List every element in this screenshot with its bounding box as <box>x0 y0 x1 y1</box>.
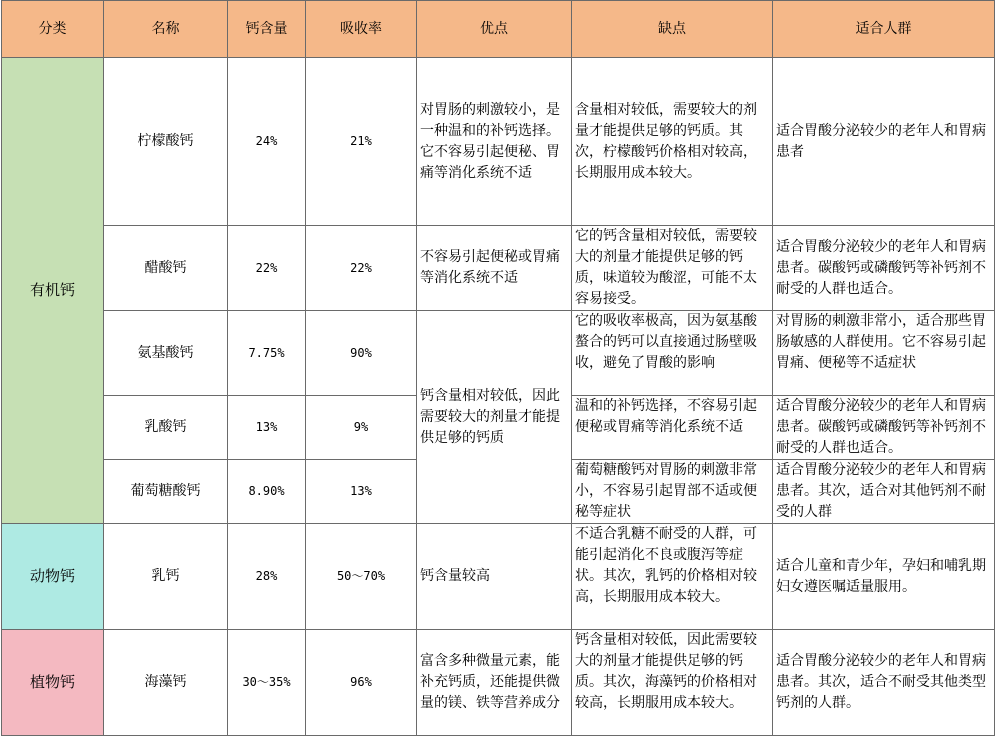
pros-cell-shared: 钙含量相对较低，因此需要较大的剂量才能提供足够的钙质 <box>417 311 572 524</box>
suitable-text: 适合胃酸分泌较少的老年人和胃病患者。碳酸钙或磷酸钙等补钙剂不耐受的人群也适合。 <box>776 398 986 456</box>
table-row <box>2 58 995 226</box>
header-name: 名称 <box>104 1 228 58</box>
category-cell-animal: 动物钙 <box>2 524 104 630</box>
absorption-cell: 9% <box>306 396 417 460</box>
name-cell: 醋酸钙 <box>104 226 228 311</box>
cons-text: 钙含量相对较低，因此需要较大的剂量才能提供足够的钙质。其次，海藻钙的价格相对较高，长期服用成本较大。 <box>575 632 757 711</box>
suitable-cell: 适合胃酸分泌较少的老年人和胃病患者。碳酸钙或磷酸钙等补钙剂不耐受的人群也适合。 <box>773 226 995 311</box>
cons-cell <box>572 396 773 460</box>
cons-cell <box>572 524 773 630</box>
name-cell: 氨基酸钙 <box>104 311 228 396</box>
suitable-text: 适合胃酸分泌较少的老年人和胃病患者。其次，适合对其他钙剂不耐受的人群 <box>776 462 986 520</box>
table-row <box>2 226 995 311</box>
suitable-cell <box>773 311 995 396</box>
absorption-cell: 13% <box>306 460 417 524</box>
cons-text: 它的吸收率极高，因为氨基酸螯合的钙可以直接通过肠壁吸收，避免了胃酸的影响 <box>575 313 757 371</box>
name-cell: 柠檬酸钙 <box>104 58 228 226</box>
name-cell: 乳酸钙 <box>104 396 228 460</box>
content-cell: 8.90% <box>228 460 306 524</box>
content-cell: 28% <box>228 524 306 630</box>
absorption-cell: 22% <box>306 226 417 311</box>
suitable-cell <box>773 396 995 460</box>
table-row <box>2 524 995 630</box>
header-category: 分类 <box>2 1 104 58</box>
cons-text: 温和的补钙选择，不容易引起便秘或胃痛等消化系统不适 <box>575 398 757 435</box>
calcium-comparison-table <box>1 0 995 736</box>
absorption-cell: 21% <box>306 58 417 226</box>
name-cell: 葡萄糖酸钙 <box>104 460 228 524</box>
suitable-text: 对胃肠的刺激非常小，适合那些胃肠敏感的人群使用。它不容易引起胃痛、便秘等不适症状 <box>776 313 986 371</box>
cons-cell: 含量相对较低，需要较大的剂量才能提供足够的钙质。其次，柠檬酸钙价格相对较高，长期服用成本较大。 <box>572 58 773 226</box>
table-row <box>2 311 995 396</box>
header-cons: 缺点 <box>572 1 773 58</box>
cons-cell: 它的钙含量相对较低，需要较大的剂量才能提供足够的钙质，味道较为酸涩，可能不太容易接受。 <box>572 226 773 311</box>
suitable-cell: 适合胃酸分泌较少的老年人和胃病患者。其次，适合不耐受其他类型钙剂的人群。 <box>773 630 995 736</box>
table-row <box>2 630 995 736</box>
cons-text: 不适合乳糖不耐受的人群，可能引起消化不良或腹泻等症状。其次，乳钙的价格相对较高，长期服用成本较大。 <box>575 526 757 605</box>
absorption-cell: 50～70% <box>306 524 417 630</box>
pros-cell: 对胃肠的刺激较小，是一种温和的补钙选择。它不容易引起便秘、胃痛等消化系统不适 <box>417 58 572 226</box>
cons-text: 葡萄糖酸钙对胃肠的刺激非常小，不容易引起胃部不适或便秘等症状 <box>575 462 757 520</box>
category-cell-organic: 有机钙 <box>2 58 104 524</box>
header-calcium-content: 钙含量 <box>228 1 306 58</box>
cons-cell <box>572 311 773 396</box>
name-cell: 乳钙 <box>104 524 228 630</box>
name-cell: 海藻钙 <box>104 630 228 736</box>
pros-cell: 钙含量较高 <box>417 524 572 630</box>
suitable-cell <box>773 460 995 524</box>
header-absorption-rate: 吸收率 <box>306 1 417 58</box>
content-cell: 7.75% <box>228 311 306 396</box>
category-cell-plant: 植物钙 <box>2 630 104 736</box>
content-cell: 22% <box>228 226 306 311</box>
header-pros: 优点 <box>417 1 572 58</box>
cons-cell <box>572 460 773 524</box>
absorption-cell: 90% <box>306 311 417 396</box>
content-cell: 24% <box>228 58 306 226</box>
pros-cell: 不容易引起便秘或胃痛等消化系统不适 <box>417 226 572 311</box>
table-header-row <box>2 1 995 58</box>
suitable-cell: 适合儿童和青少年，孕妇和哺乳期妇女遵医嘱适量服用。 <box>773 524 995 630</box>
pros-cell: 富含多种微量元素，能补充钙质，还能提供微量的镁、铁等营养成分 <box>417 630 572 736</box>
cons-cell <box>572 630 773 736</box>
suitable-cell: 适合胃酸分泌较少的老年人和胃病患者 <box>773 58 995 226</box>
header-suitable-for: 适合人群 <box>773 1 995 58</box>
content-cell: 13% <box>228 396 306 460</box>
absorption-cell: 96% <box>306 630 417 736</box>
content-cell: 30～35% <box>228 630 306 736</box>
